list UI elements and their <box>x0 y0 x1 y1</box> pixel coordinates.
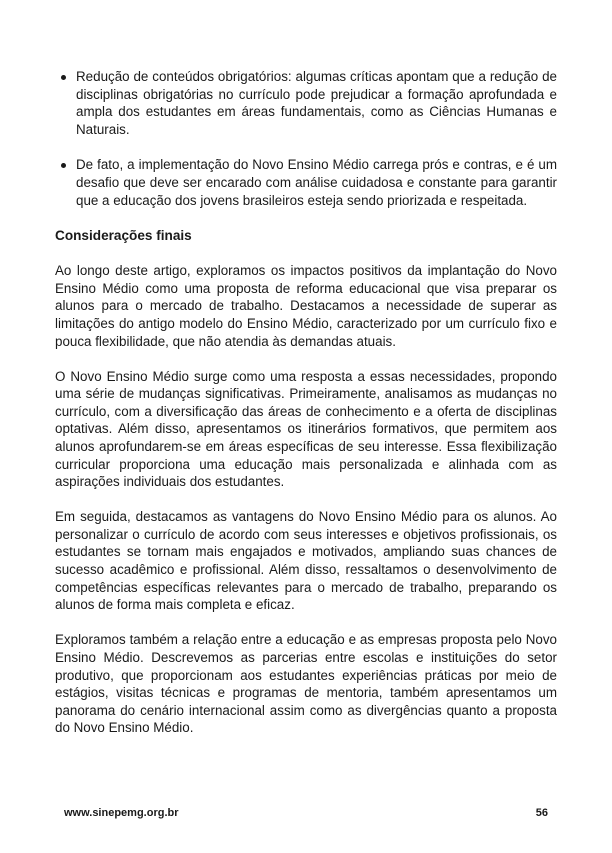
section-title: Considerações finais <box>55 228 192 244</box>
page-content <box>55 68 557 754</box>
bullet-dot-icon <box>61 163 66 168</box>
bullet-item <box>55 68 557 138</box>
bullet-text: Redução de conteúdos obrigatórios: algumas críticas apontam que a redução de disciplinas obrigatórias no currículo pode prejudicar a formação aprofundada e ampla dos estudantes em áreas fundamentais, como as Ciências Humanas e Naturais. <box>76 69 557 137</box>
paragraph: Exploramos também a relação entre a educação e as empresas proposta pelo Novo Ensino Médio. Descrevemos as parcerias entre escolas e instituições do setor produtivo, que proporcionam aos estudantes experiências práticas por meio de estágios, visitas técnicas e programas de mentoria, também apresentamos um panorama do cenário internacional assim como as divergências quanto a proposta do Novo Ensino Médio. <box>55 632 557 736</box>
bullet-list <box>55 68 557 209</box>
page-footer <box>64 807 548 819</box>
paragraph: Em seguida, destacamos as vantagens do Novo Ensino Médio para os alunos. Ao personalizar o currículo de acordo com seus interesses e objetivos profissionais, os estudantes se tornam mais engajados e motivados, ampliando suas chances de sucesso acadêmico e profissional. Além disso, ressaltamos o desenvolvimento de competências específicas relevantes para o mercado de trabalho, preparando os alunos de forma mais completa e eficaz. <box>55 509 557 613</box>
paragraph: Ao longo deste artigo, exploramos os impactos positivos da implantação do Novo Ensino Médio como uma proposta de reforma educacional que visa preparar os alunos para o mercado de trabalho. Destacamos a necessidade de superar as limitações do antigo modelo do Ensino Médio, caracterizado por um currículo fixo e pouca flexibilidade, que não atendia às demandas atuais. <box>55 263 557 349</box>
footer-website: www.sinepemg.org.br <box>64 807 179 819</box>
bullet-text: De fato, a implementação do Novo Ensino Médio carrega prós e contras, e é um desafio que deve ser encarado com análise cuidadosa e constante para garantir que a educação dos jovens brasileiros esteja sendo priorizada e respeitada. <box>76 157 557 208</box>
bullet-dot-icon <box>61 75 66 80</box>
bullet-item <box>55 156 557 209</box>
paragraph: O Novo Ensino Médio surge como uma resposta a essas necessidades, propondo uma série de mudanças significativas. Primeiramente, analisamos as mudanças no currículo, com a diversificação das áreas de conhecimento e a oferta de disciplinas optativas. Além disso, apresentamos os itinerários formativos, que permitem aos alunos aprofundarem-se em áreas específicas de seu interesse. Essa flexibilização curricular proporciona uma educação mais personalizada e alinhada com as aspirações individuais dos estudantes. <box>55 368 557 490</box>
page-number: 56 <box>535 807 548 819</box>
